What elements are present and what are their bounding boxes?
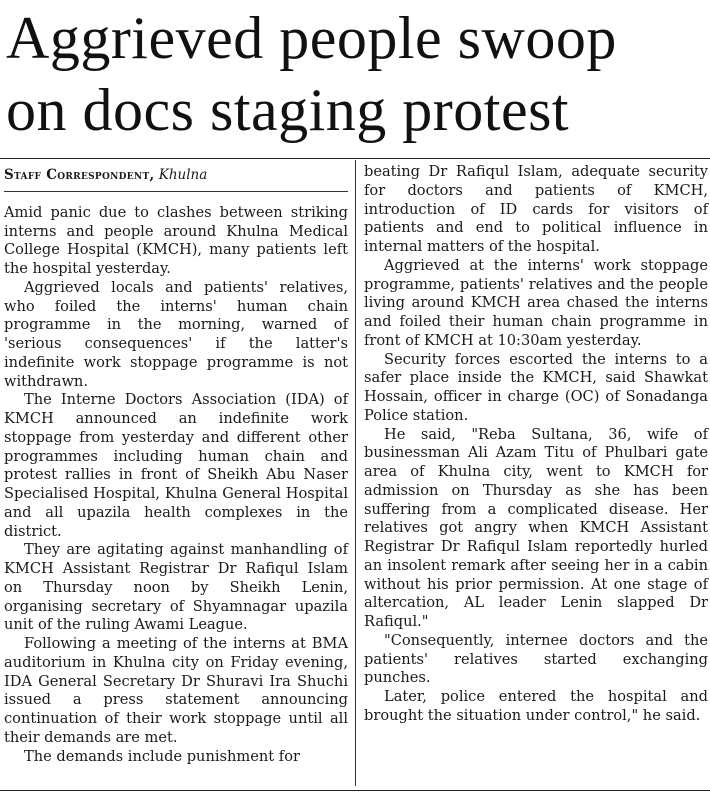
- headline-line-1: Aggrieved people swoop: [6, 5, 617, 71]
- top-rule: [0, 158, 710, 159]
- byline-place: Khulna: [158, 167, 208, 183]
- paragraph: Aggrieved locals and patients' relatives, who foiled the interns' human chain programme in the morning, warned of 'serious consequences' if the latter's indefinite work stoppage programme is not withdrawn.: [4, 278, 348, 390]
- paragraph: Later, police entered the hospital and brought the situation under control," he said.: [364, 688, 708, 724]
- headline: [0, 2, 710, 146]
- column-divider: [355, 160, 356, 786]
- paragraph: The demands include punishment for: [24, 747, 300, 765]
- byline-name: Staff Correspondent,: [4, 167, 155, 183]
- headline-line-2: on docs staging protest: [6, 77, 570, 143]
- paragraph: Amid panic due to clashes between striking interns and people around Khulna Medical College Hospital (KMCH), many patients left the hospital yesterday.: [4, 203, 348, 277]
- paragraph: Aggrieved at the interns' work stoppage programme, patients' relatives and the people living around KMCH area chased the interns and foiled their human chain programme in front of KMCH at 10:30am yesterday.: [364, 256, 708, 349]
- byline: [4, 166, 348, 192]
- paragraph: He said, "Reba Sultana, 36, wife of businessman Ali Azam Titu of Phulbari gate area of Khulna city, went to KMCH for admission on Thursday as she has been suffering from a complicated disease. Her relatives got angry when KMCH Assistant Registrar Dr Rafiqul Islam reportedly hurled an insolent remark after seeing her in a cabin without his prior permission. At one stage of altercation, AL leader Lenin slapped Dr Rafiqul.": [364, 425, 708, 630]
- paragraph: Following a meeting of the interns at BMA auditorium in Khulna city on Friday evening, IDA General Secretary Dr Shuravi Ira Shuchi issued a press statement announcing continuation of their work stoppage until all their demands are met.: [4, 635, 348, 746]
- paragraph: "Consequently, internee doctors and the patients' relatives started exchanging punches.: [364, 631, 708, 687]
- right-column: [364, 163, 708, 726]
- left-column: [4, 162, 348, 766]
- paragraph: They are agitating against manhandling of KMCH Assistant Registrar Dr Rafiqul Islam on Thursday noon by Sheikh Lenin, organising secretary of Shyamnagar upazila unit of the ruling Awami League.: [4, 541, 348, 634]
- paragraph: beating Dr Rafiqul Islam, adequate security for doctors and patients of KMCH, introduction of ID cards for visitors of patients and end to political influence in internal matters of the hospital.: [364, 163, 708, 255]
- bottom-rule: [0, 790, 710, 791]
- paragraph: The Interne Doctors Association (IDA) of KMCH announced an indefinite work stoppage from yesterday and different other programmes including human chain and protest rallies in front of Sheikh Abu Naser Specialised Hospital, Khulna General Hospital and all upazila health complexes in the district.: [4, 391, 348, 540]
- paragraph: Security forces escorted the interns to a safer place inside the KMCH, said Shawkat Hossain, officer in charge (OC) of Sonadanga Police station.: [364, 350, 708, 424]
